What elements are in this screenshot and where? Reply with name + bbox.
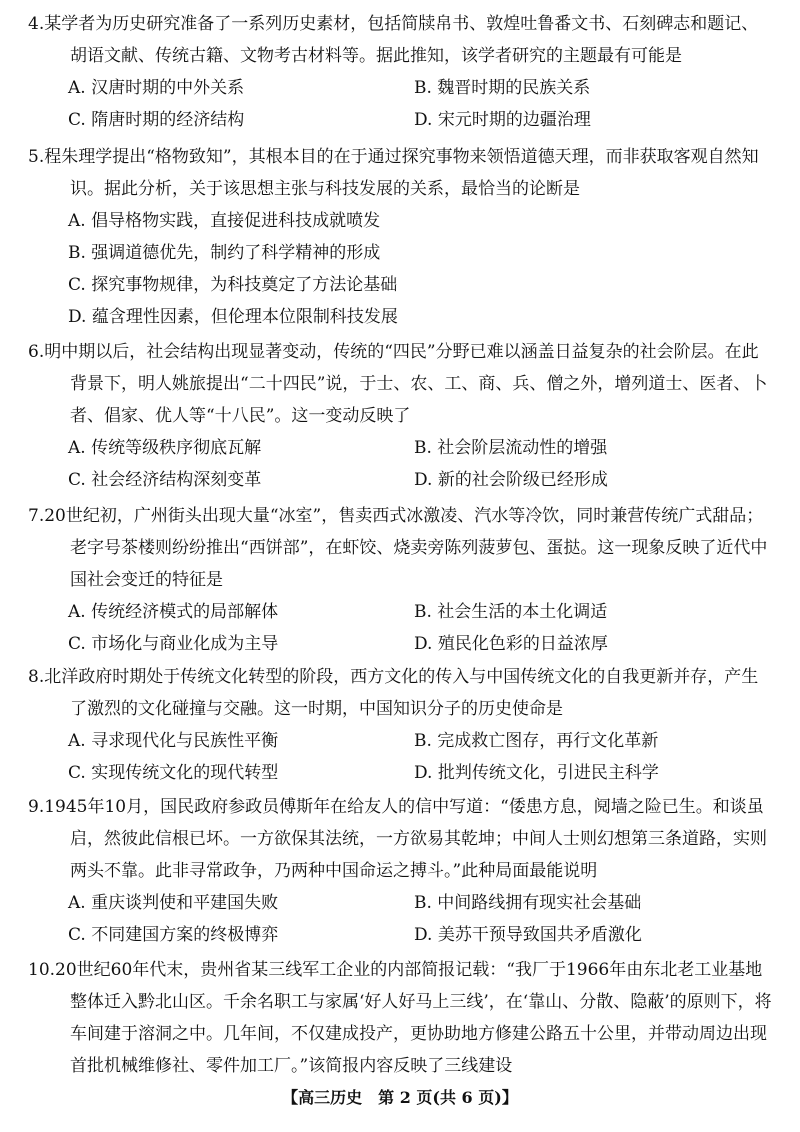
option-list	[0, 725, 800, 789]
option-c: C. 社会经济结构深刻变革	[68, 470, 262, 490]
option-d: D. 美苏干预导致国共矛盾激化	[414, 925, 642, 945]
option-list	[0, 205, 800, 333]
option-a: A. 传统等级秩序彻底瓦解	[68, 438, 262, 458]
option-list	[0, 887, 800, 951]
option-b: B. 社会阶层流动性的增强	[414, 438, 608, 458]
question-stem: 10.20世纪60年代末，贵州省某三线军工企业的内部简报记载：“我厂于1966年由东北老工业基地整体迁入黔北山区。千余名职工与家属‘好人好马上三线’，在‘靠山、分散、隐蔽’的原则下，将车间建于溶洞之中。几年间，不仅建成投产，更协助地方修建公路五十公里，并带动周边出现首批机械维修社、零件加工厂。”该简报内容反映了三线建设	[28, 960, 772, 1076]
option-c: C. 探究事物规律，为科技奠定了方法论基础	[68, 275, 398, 295]
question-9	[0, 791, 800, 951]
option-b: B. 魏晋时期的民族关系	[414, 78, 591, 98]
question-4	[0, 8, 800, 136]
question-5	[0, 141, 800, 333]
option-a: A. 重庆谈判使和平建国失败	[68, 893, 279, 913]
option-c: C. 实现传统文化的现代转型	[68, 763, 279, 783]
option-b: B. 中间路线拥有现实社会基础	[414, 893, 642, 913]
question-stem: 6.明中期以后，社会结构出现显著变动，传统的“四民”分野已难以涵盖日益复杂的社会阶层。在此背景下，明人姚旅提出“二十四民”说，于士、农、工、商、兵、僧之外，增列道士、医者、卜者、倡家、优人等“十八民”。这一变动反映了	[28, 342, 768, 426]
question-stem: 9.1945年10月，国民政府参政员傅斯年在给友人的信中写道：“倭患方息，阋墙之险已生。和谈虽启，然彼此信根已坏。一方欲保其法统，一方欲易其乾坤；中间人士则幻想第三条道路，实则两头不靠。此非寻常政争，乃两种中国命运之搏斗。”此种局面最能说明	[28, 797, 767, 881]
option-a: A. 汉唐时期的中外关系	[68, 78, 245, 98]
option-d: D. 殖民化色彩的日益浓厚	[414, 634, 608, 654]
question-stem: 8.北洋政府时期处于传统文化转型的阶段，西方文化的传入与中国传统文化的自我更新并存，产生了激烈的文化碰撞与交融。这一时期，中国知识分子的历史使命是	[28, 667, 759, 719]
question-stem: 5.程朱理学提出“格物致知”，其根本目的在于通过探究事物来领悟道德天理，而非获取客观自然知识。据此分析，关于该思想主张与科技发展的关系，最恰当的论断是	[28, 147, 759, 199]
option-list	[0, 596, 800, 660]
option-b: B. 强调道德优先，制约了科学精神的形成	[68, 243, 381, 263]
option-d: D. 宋元时期的边疆治理	[414, 110, 591, 130]
question-10	[0, 954, 800, 1082]
option-d: D. 批判传统文化，引进民主科学	[414, 763, 659, 783]
option-list	[0, 72, 800, 136]
page-footer: 【高三历史 第 2 页(共 6 页)】	[282, 1088, 518, 1107]
question-7	[0, 500, 800, 660]
option-list	[0, 432, 800, 496]
question-stem: 7.20世纪初，广州街头出现大量“冰室”，售卖西式冰激凌、汽水等冷饮，同时兼营传统广式甜品；老字号茶楼则纷纷推出“西饼部”，在虾饺、烧卖旁陈列菠萝包、蛋挞。这一现象反映了近代中国社会变迁的特征是	[28, 506, 768, 590]
option-c: C. 隋唐时期的经济结构	[68, 110, 245, 130]
question-stem: 4.某学者为历史研究准备了一系列历史素材，包括简牍帛书、敦煌吐鲁番文书、石刻碑志和题记、胡语文献、传统古籍、文物考古材料等。据此推知，该学者研究的主题最有可能是	[28, 14, 759, 66]
question-8	[0, 661, 800, 789]
option-d: D. 新的社会阶级已经形成	[414, 470, 608, 490]
option-a: A. 传统经济模式的局部解体	[68, 602, 279, 622]
option-b: B. 完成救亡图存，再行文化革新	[414, 731, 659, 751]
option-c: C. 不同建国方案的终极博弈	[68, 925, 279, 945]
option-a: A. 寻求现代化与民族性平衡	[68, 731, 279, 751]
option-d: D. 蕴含理性因素，但伦理本位限制科技发展	[68, 307, 398, 327]
question-6	[0, 336, 800, 496]
option-c: C. 市场化与商业化成为主导	[68, 634, 279, 654]
option-b: B. 社会生活的本土化调适	[414, 602, 608, 622]
option-a: A. 倡导格物实践，直接促进科技成就喷发	[68, 211, 381, 231]
